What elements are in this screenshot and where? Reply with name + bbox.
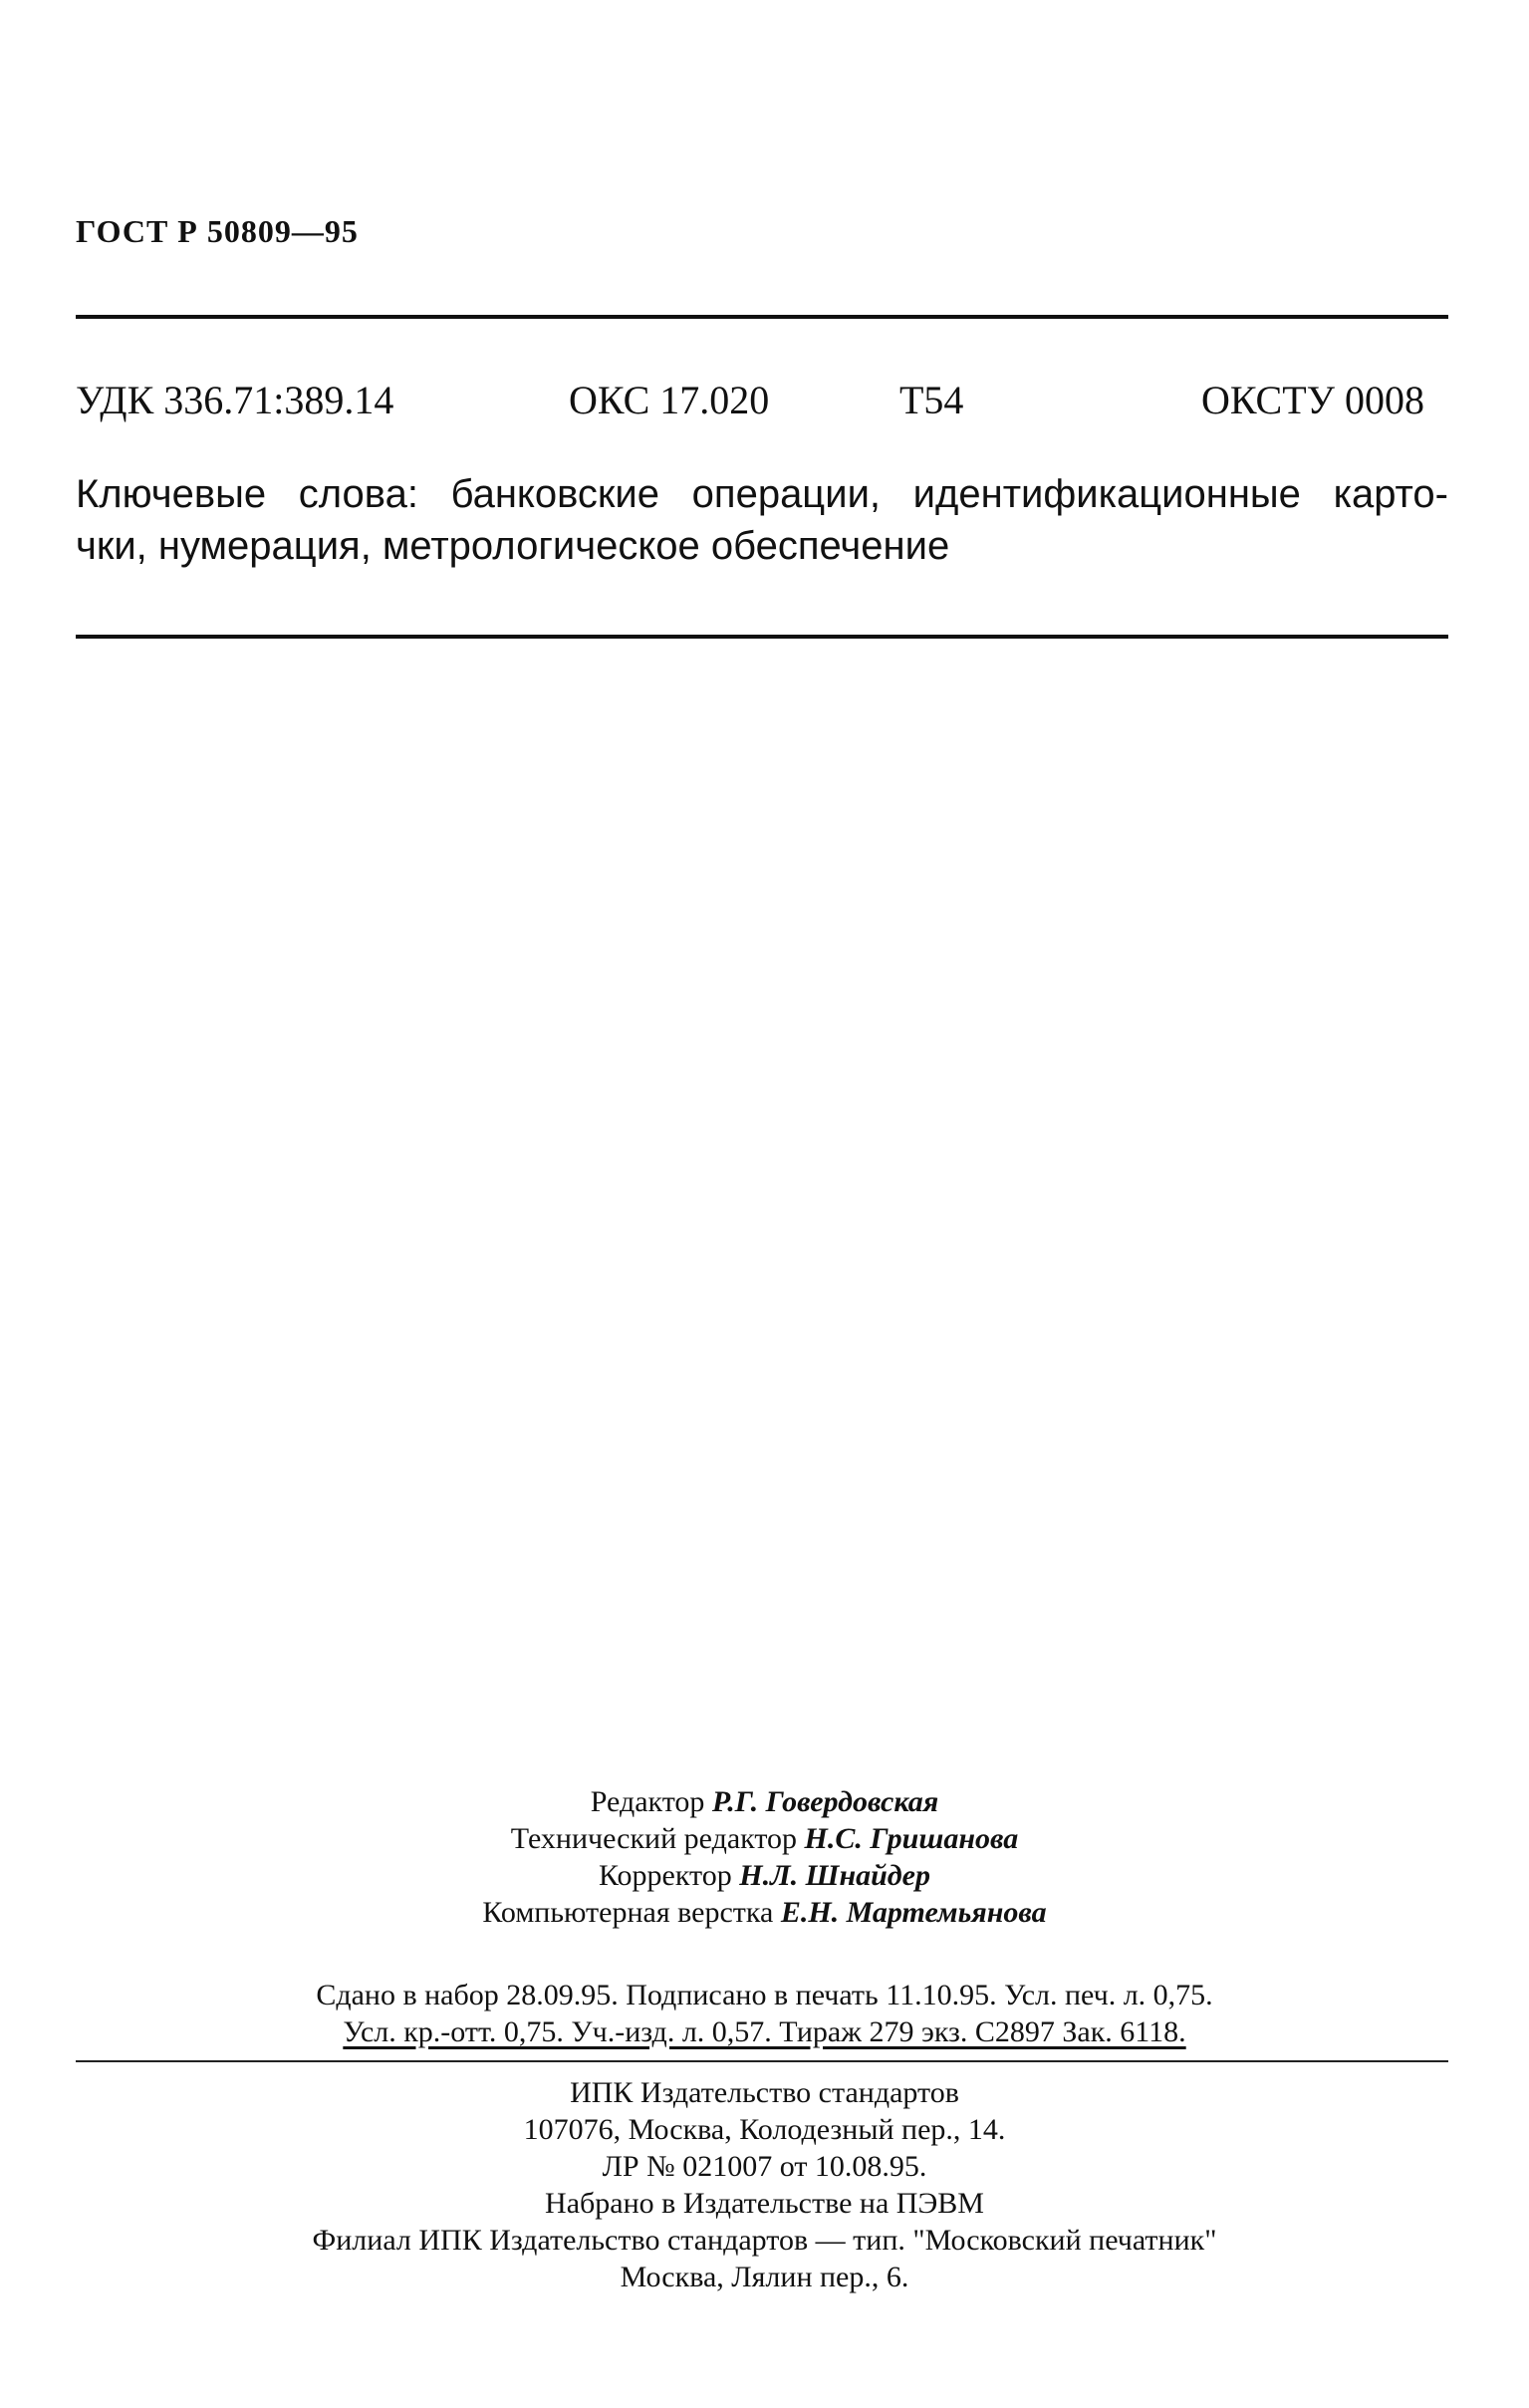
publisher-block <box>0 2074 1529 2295</box>
publisher-line: ИПК Издательство стандартов <box>570 2076 959 2109</box>
editor-name: Н.Л. Шнайдер <box>739 1859 930 1892</box>
editor-name: Р.Г. Говердовская <box>711 1785 939 1818</box>
editor-role: Редактор <box>590 1785 705 1818</box>
udk-code: УДК 336.71:389.14 <box>76 378 394 422</box>
publisher-line: Набрано в Издательстве на ПЭВМ <box>545 2187 984 2220</box>
imprint-divider <box>76 2060 1448 2062</box>
middle-divider <box>76 635 1448 639</box>
publisher-line: ЛР № 021007 от 10.08.95. <box>602 2150 927 2183</box>
print-info-line: Усл. кр.-отт. 0,75. Уч.-изд. л. 0,57. Тираж 279 экз. С2897 Зак. 6118. <box>343 2015 1186 2048</box>
publisher-line: Филиал ИПК Издательство стандартов — тип. "Московский печатник" <box>312 2224 1217 2257</box>
standard-designation: ГОСТ Р 50809—95 <box>76 213 359 249</box>
print-info-line: Сдано в набор 28.09.95. Подписано в печать 11.10.95. Усл. печ. л. 0,75. <box>316 1979 1213 2011</box>
print-info-block <box>0 1977 1529 2050</box>
editor-line <box>0 1894 1529 1931</box>
okstu-code: ОКСТУ 0008 <box>1200 378 1424 422</box>
editor-line <box>0 1857 1529 1894</box>
editor-role: Корректор <box>599 1859 732 1892</box>
editor-line <box>0 1783 1529 1820</box>
publisher-line: Москва, Лялин пер., 6. <box>620 2261 909 2293</box>
group-code: Т54 <box>899 378 964 422</box>
keywords-line: Ключевые слова: банковские операции, идентификационные карто- <box>76 472 1448 516</box>
editor-name: Н.С. Гришанова <box>804 1822 1019 1855</box>
editor-name: Е.Н. Мартемьянова <box>780 1896 1047 1929</box>
editor-role: Компьютерная верстка <box>482 1896 774 1929</box>
editors-block <box>0 1783 1529 1931</box>
editor-role: Технический редактор <box>510 1822 798 1855</box>
oks-code: ОКС 17.020 <box>569 378 770 422</box>
publisher-line: 107076, Москва, Колодезный пер., 14. <box>523 2113 1006 2146</box>
editor-line <box>0 1820 1529 1857</box>
top-divider <box>76 315 1448 319</box>
classification-row <box>76 377 1448 426</box>
keywords-block <box>76 468 1448 572</box>
keywords-line: чки, нумерация, метрологическое обеспечение <box>76 524 950 568</box>
